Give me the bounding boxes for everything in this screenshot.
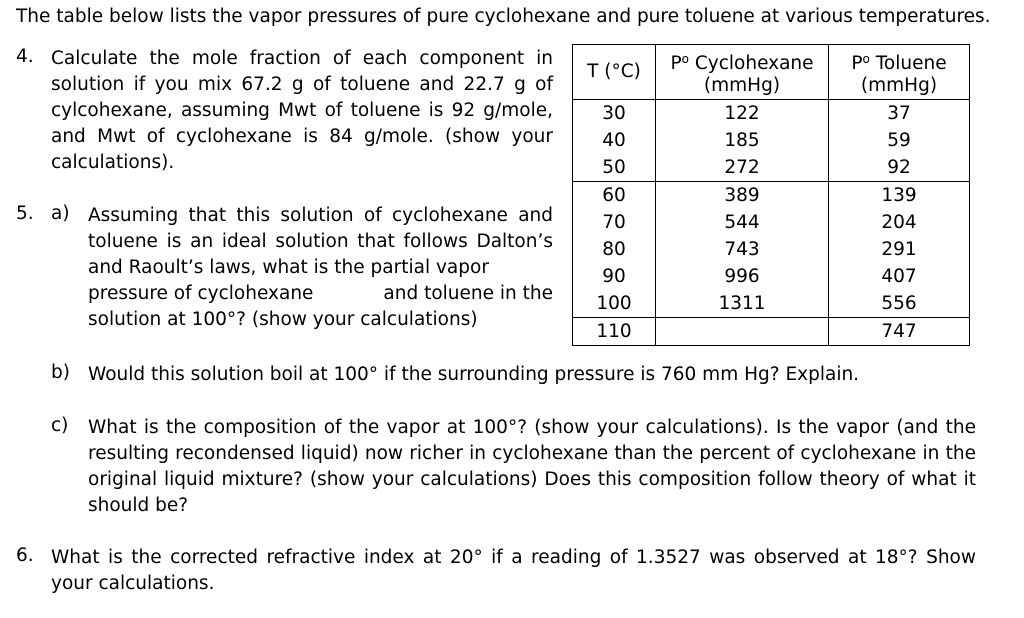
table-row <box>573 154 970 182</box>
table-row <box>573 263 970 290</box>
cell-toluene: 204 <box>829 209 970 236</box>
cell-temperature: 70 <box>573 209 656 236</box>
cell-cyclohexane: 122 <box>656 100 829 128</box>
question-5a-text-2b: and toluene in the <box>383 283 553 304</box>
cell-toluene: 92 <box>829 154 970 182</box>
table-header-row <box>573 45 970 100</box>
question-6-number: 6. <box>16 545 34 566</box>
question-5b-text: Would this solution boil at 100° if the surrounding pressure is 760 mm Hg? Explain. <box>88 364 860 385</box>
cell-toluene: 747 <box>829 318 970 346</box>
cell-toluene: 407 <box>829 263 970 290</box>
table-row <box>573 182 970 210</box>
header-cyclohexane: $P^o$ Cyclohexane (mmHg) <box>656 45 829 100</box>
question-5a-text-3: solution at 100°? (show your calculations) <box>88 309 478 330</box>
vapor-pressure-table <box>572 44 970 346</box>
cell-temperature: 110 <box>573 318 656 346</box>
cell-temperature: 40 <box>573 127 656 154</box>
cell-toluene: 59 <box>829 127 970 154</box>
question-5a-text-1: Assuming that this solution of cyclohexane and toluene is an ideal solution that follows Dalton’s and Raoult’s laws, what is the partial vapor <box>88 205 553 278</box>
question-6-text: What is the corrected refractive index at 20° if a reading of 1.3527 was observed at 18°? Show your calculations. <box>51 547 976 594</box>
question-5c-label: c) <box>51 415 69 436</box>
question-5-number: 5. <box>16 203 34 224</box>
cell-temperature: 80 <box>573 236 656 263</box>
cell-temperature: 60 <box>573 182 656 210</box>
question-4-number: 4. <box>16 46 34 67</box>
question-5b-label: b) <box>51 362 70 383</box>
cell-toluene: 37 <box>829 100 970 128</box>
table-row <box>573 209 970 236</box>
header-temperature: T (°C) <box>573 45 656 100</box>
question-5a-text-2a: pressure of cyclohexane <box>88 283 314 304</box>
cell-temperature: 50 <box>573 154 656 182</box>
cell-cyclohexane: 996 <box>656 263 829 290</box>
cell-cyclohexane: 743 <box>656 236 829 263</box>
question-5c-text: What is the composition of the vapor at 100°? (show your calculations). Is the vapor (and the resulting recondensed liquid) now richer in cyclohexane than the percent of cyclohexane in the original liquid mixture? (show your calculations) Does this composition follow theory of what it should be? <box>88 417 976 516</box>
cell-cyclohexane: 1311 <box>656 290 829 318</box>
table-row <box>573 236 970 263</box>
cell-temperature: 90 <box>573 263 656 290</box>
cell-cyclohexane: 544 <box>656 209 829 236</box>
cell-toluene: 139 <box>829 182 970 210</box>
header-toluene: $P^o$ Toluene (mmHg) <box>829 45 970 100</box>
cell-toluene: 556 <box>829 290 970 318</box>
cell-cyclohexane: 389 <box>656 182 829 210</box>
cell-cyclohexane <box>656 318 829 346</box>
cell-toluene: 291 <box>829 236 970 263</box>
question-4-text: Calculate the mole fraction of each component in solution if you mix 67.2 g of toluene and 22.7 g of cylcohexane, assuming Mwt of toluene is 92 g/mole, and Mwt of cyclohexane is 84 g/mole. (show your calculations). <box>51 48 553 173</box>
table-row <box>573 127 970 154</box>
cell-temperature: 30 <box>573 100 656 128</box>
table-row <box>573 290 970 318</box>
cell-cyclohexane: 185 <box>656 127 829 154</box>
table-row <box>573 100 970 128</box>
question-5a-label: a) <box>51 203 70 224</box>
table-row <box>573 318 970 346</box>
intro-text: The table below lists the vapor pressures of pure cyclohexane and pure toluene at various temperatures. <box>16 6 991 27</box>
cell-temperature: 100 <box>573 290 656 318</box>
cell-cyclohexane: 272 <box>656 154 829 182</box>
question-5a-line-4 <box>88 281 553 307</box>
